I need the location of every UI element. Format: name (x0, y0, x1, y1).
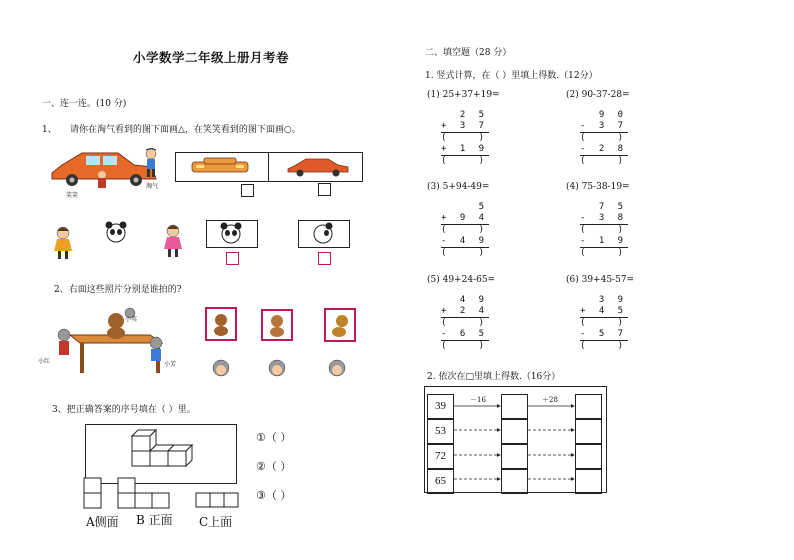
q1-text: 请你在淘气看到的图下面画△，在笑笑看到的图下面画○。 (70, 125, 301, 135)
problem-label: (4) 75-38-19= (566, 182, 630, 192)
calc-answer-blank-2[interactable]: ( ) (580, 156, 628, 166)
answer-cell[interactable] (575, 444, 602, 469)
calc-operand-1: 7 5 (580, 202, 628, 212)
vertical-calc-problem (427, 275, 495, 352)
calc-operand-3: - 6 5 (441, 329, 489, 339)
label-a-side: A侧面 (86, 515, 119, 529)
vertical-calc-problem (427, 90, 500, 167)
calc-operand-3: - 4 9 (441, 236, 489, 246)
option-1[interactable]: ①（ ） (256, 431, 292, 444)
answer-cell[interactable] (575, 419, 602, 444)
calc-answer-blank-2[interactable]: ( ) (580, 341, 628, 351)
calc-stack (441, 202, 489, 259)
calc-stack (580, 202, 630, 259)
start-cell: 53 (427, 419, 454, 444)
calc-operand-1: 5 (441, 202, 489, 212)
calc-operand-3: - 5 7 (580, 329, 628, 339)
calc-answer-blank-1[interactable]: ( ) (580, 225, 628, 235)
calc-operand-2: - 3 8 (580, 213, 628, 223)
calc-answer-blank-2[interactable]: ( ) (441, 341, 489, 351)
label-xiaoxiao: 笑笑 (66, 192, 79, 199)
problem-label: (2) 90-37-28= (566, 90, 630, 100)
answer-cell[interactable] (575, 469, 602, 494)
calc-answer-blank-1[interactable]: ( ) (441, 225, 489, 235)
table-with-bear-illustration (52, 305, 172, 377)
option-3[interactable]: ③（ ） (256, 489, 292, 502)
label-xiaohong: 小红 (38, 358, 51, 365)
start-cell: 72 (427, 444, 454, 469)
taoqi-figure (140, 148, 162, 180)
vertical-calc-problem (566, 275, 634, 352)
q1-number: 1、 (42, 125, 57, 135)
divider (268, 152, 269, 181)
calc-operand-2: - 3 7 (580, 121, 628, 131)
calc-operand-3: - 2 8 (580, 144, 628, 154)
start-cell: 39 (427, 394, 454, 419)
label-taoqi: 淘气 (146, 183, 159, 190)
q2-text: 2、右面这些照片分别是谁拍的? (54, 285, 182, 295)
page-title: 小学数学二年级上册月考卷 (133, 50, 290, 65)
s2-q1-text: 1. 竖式计算，在（ ）里填上得数.（12分） (425, 71, 598, 81)
calc-operand-3: + 1 9 (441, 144, 489, 154)
panda-side-icon (311, 221, 335, 245)
cube-stack-illustration (128, 428, 194, 470)
option-2[interactable]: ②（ ） (256, 460, 292, 473)
q3-text: 3、把正确答案的序号填在（ ）里。 (52, 405, 196, 415)
calc-answer-blank-1[interactable]: ( ) (441, 318, 489, 328)
chain-start-column (427, 394, 454, 494)
label-xiaofang: 小芳 (164, 361, 177, 368)
answer-box-panda-2[interactable] (318, 252, 331, 265)
car-side-view-icon (286, 155, 350, 177)
photo-bear-3 (324, 308, 356, 342)
calc-operand-1: 4 9 (441, 295, 489, 305)
answer-cell[interactable] (575, 394, 602, 419)
calc-answer-blank-2[interactable]: ( ) (441, 248, 489, 258)
view-shapes-illustration (82, 474, 242, 510)
s2-q2-text: 2. 依次在□里填上得数.（16分） (427, 372, 561, 382)
calc-operand-3: - 1 9 (580, 236, 628, 246)
vertical-calc-problem (566, 182, 630, 259)
calc-stack (580, 295, 634, 352)
vertical-calc-problem (427, 182, 489, 259)
label-b-front: B 正面 (136, 513, 173, 527)
answer-box-car-2[interactable] (318, 183, 331, 196)
chain-end-column (575, 394, 602, 494)
vertical-calc-problem (566, 90, 630, 167)
chain-arrows (454, 394, 576, 490)
calc-operand-1: 3 9 (580, 295, 628, 305)
calc-answer-blank-2[interactable]: ( ) (441, 156, 489, 166)
calc-stack (441, 110, 500, 167)
calc-answer-blank-1[interactable]: ( ) (580, 133, 628, 143)
problem-label: (1) 25+37+19= (427, 90, 500, 100)
girl-head-2 (266, 358, 288, 378)
label-xiaoying: 小英 (125, 316, 138, 323)
problem-label: (3) 5+94-49= (427, 182, 490, 192)
girl-figure-2 (160, 223, 186, 259)
calc-operand-1: 2 5 (441, 110, 489, 120)
calc-answer-blank-2[interactable]: ( ) (580, 248, 628, 258)
calc-answer-blank-1[interactable]: ( ) (580, 318, 628, 328)
photo-bear-2 (261, 309, 293, 341)
answer-box-panda-1[interactable] (226, 252, 239, 265)
answer-box-car-1[interactable] (241, 184, 254, 197)
op-minus-16: －16 (470, 396, 486, 404)
problem-label: (6) 39+45-57= (566, 275, 635, 285)
photo-bear-1 (205, 307, 237, 341)
problem-label: (5) 49+24-65= (427, 275, 496, 285)
girl-figure-1 (50, 225, 76, 261)
panda-icon (104, 220, 128, 244)
calc-operand-2: + 3 7 (441, 121, 489, 131)
girl-head-1 (210, 358, 232, 378)
calc-answer-blank-1[interactable]: ( ) (441, 133, 489, 143)
start-cell: 65 (427, 469, 454, 494)
calc-operand-2: + 2 4 (441, 306, 489, 316)
section1-heading: 一、连一连。(10 分) (42, 99, 127, 109)
calc-stack (441, 295, 495, 352)
calc-operand-2: + 9 4 (441, 213, 489, 223)
panda-front-icon (219, 221, 243, 245)
op-plus-28: ＋28 (542, 396, 558, 404)
calc-operand-1: 9 0 (580, 110, 628, 120)
car-back-view-icon (190, 157, 250, 177)
calc-operand-2: + 4 5 (580, 306, 628, 316)
calc-stack (580, 110, 630, 167)
girl-head-3 (326, 358, 348, 378)
section2-heading: 二、填空题（28 分） (425, 48, 512, 58)
label-c-top: C上面 (199, 515, 233, 529)
